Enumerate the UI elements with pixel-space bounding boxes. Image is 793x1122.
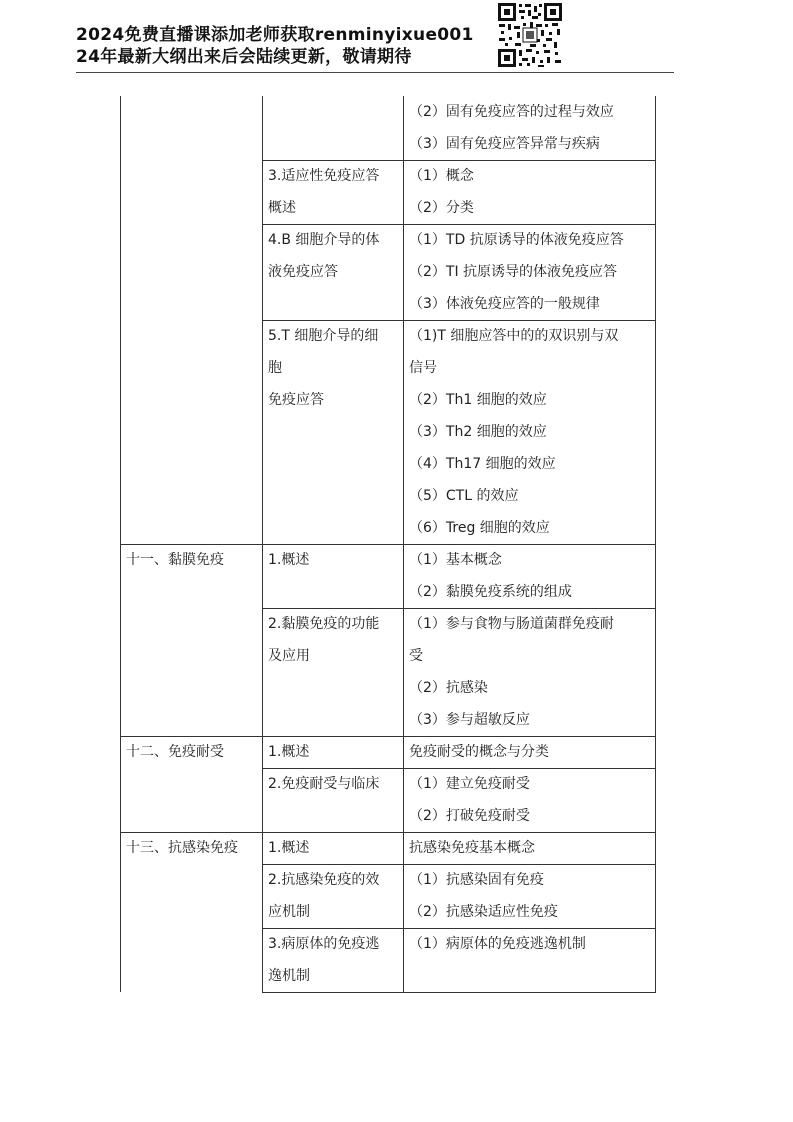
section-cell (126, 544, 256, 576)
items-cell (409, 160, 649, 224)
item-line: （1）概念 (409, 168, 474, 184)
items-cell (409, 96, 649, 160)
qr-code-icon[interactable] (497, 2, 563, 68)
items-cell (409, 768, 649, 832)
topic-line: 2.黏膜免疫的功能 (268, 616, 380, 632)
items-cell (409, 864, 649, 928)
section-title: 十三、抗感染免疫 (126, 840, 238, 856)
topic-line: 及应用 (268, 648, 310, 664)
topic-line: 2.免疫耐受与临床 (268, 776, 380, 792)
item-line: （2）分类 (409, 200, 474, 216)
item-line: （1）参与食物与肠道菌群免疫耐 (409, 616, 614, 632)
item-line: 免疫耐受的概念与分类 (409, 744, 549, 760)
item-line: 信号 (409, 360, 437, 376)
topic-line: 3.适应性免疫应答 (268, 168, 380, 184)
topic-cell (268, 736, 397, 768)
items-cell (409, 224, 649, 320)
table-row-border (262, 992, 656, 993)
topic-line: 4.B 细胞介导的体 (268, 232, 380, 248)
item-line: （1）抗感染固有免疫 (409, 872, 544, 888)
item-line: 受 (409, 648, 423, 664)
topic-line: 胞 (268, 360, 282, 376)
topic-cell (268, 224, 397, 288)
section-cell (126, 736, 256, 768)
item-line: （2）固有免疫应答的过程与效应 (409, 104, 614, 120)
topic-line: 概述 (268, 200, 296, 216)
items-cell (409, 320, 649, 544)
topic-line: 液免疫应答 (268, 264, 338, 280)
topic-line: 5.T 细胞介导的细 (268, 328, 379, 344)
section-cell (126, 832, 256, 864)
topic-line: 1.概述 (268, 552, 310, 568)
items-cell (409, 736, 649, 768)
item-line: （1）病原体的免疫逃逸机制 (409, 936, 586, 952)
item-line: （1）基本概念 (409, 552, 502, 568)
item-line: （4）Th17 细胞的效应 (409, 456, 556, 472)
topic-line: 免疫应答 (268, 392, 324, 408)
item-line: （3）Th2 细胞的效应 (409, 424, 547, 440)
topic-line: 3.病原体的免疫逃 (268, 936, 380, 952)
item-line: （1）TD 抗原诱导的体液免疫应答 (409, 232, 624, 248)
topic-line: 逸机制 (268, 968, 310, 984)
item-line: （3）固有免疫应答异常与疾病 (409, 136, 600, 152)
item-line: （1）建立免疫耐受 (409, 776, 530, 792)
topic-cell (268, 832, 397, 864)
topic-cell (268, 768, 397, 800)
item-line: （6）Treg 细胞的效应 (409, 520, 550, 536)
topic-cell (268, 320, 397, 416)
items-cell (409, 608, 649, 736)
item-line: （2）抗感染 (409, 680, 488, 696)
header-line-1: 2024免费直播课添加老师获取renminyixue001 (76, 25, 474, 45)
section-title: 十一、黏膜免疫 (126, 552, 224, 568)
item-line: （2）打破免疫耐受 (409, 808, 530, 824)
header-line-2: 24年最新大纲出来后会陆续更新，敬请期待 (76, 47, 412, 67)
item-line: （2）Th1 细胞的效应 (409, 392, 547, 408)
page-header (76, 0, 674, 73)
topic-cell (268, 544, 397, 576)
topic-cell (268, 864, 397, 928)
item-line: （5）CTL 的效应 (409, 488, 519, 504)
item-line: （2）抗感染适应性免疫 (409, 904, 558, 920)
header-divider (76, 72, 674, 73)
topic-line: 2.抗感染免疫的效 (268, 872, 380, 888)
item-line: （1)T 细胞应答中的的双识别与双 (409, 328, 619, 344)
item-line: （2）黏膜免疫系统的组成 (409, 584, 572, 600)
item-line: （3）参与超敏反应 (409, 712, 530, 728)
syllabus-table (120, 96, 655, 992)
topic-cell (268, 608, 397, 672)
topic-line: 应机制 (268, 904, 310, 920)
section-title: 十二、免疫耐受 (126, 744, 224, 760)
topic-line: 1.概述 (268, 840, 310, 856)
header-text (76, 24, 474, 68)
item-line: （2）TI 抗原诱导的体液免疫应答 (409, 264, 618, 280)
items-cell (409, 544, 649, 608)
topic-cell (268, 160, 397, 224)
topic-line: 1.概述 (268, 744, 310, 760)
topic-cell (268, 928, 397, 992)
item-line: （3）体液免疫应答的一般规律 (409, 296, 600, 312)
items-cell (409, 832, 649, 864)
items-cell (409, 928, 649, 960)
item-line: 抗感染免疫基本概念 (409, 840, 535, 856)
